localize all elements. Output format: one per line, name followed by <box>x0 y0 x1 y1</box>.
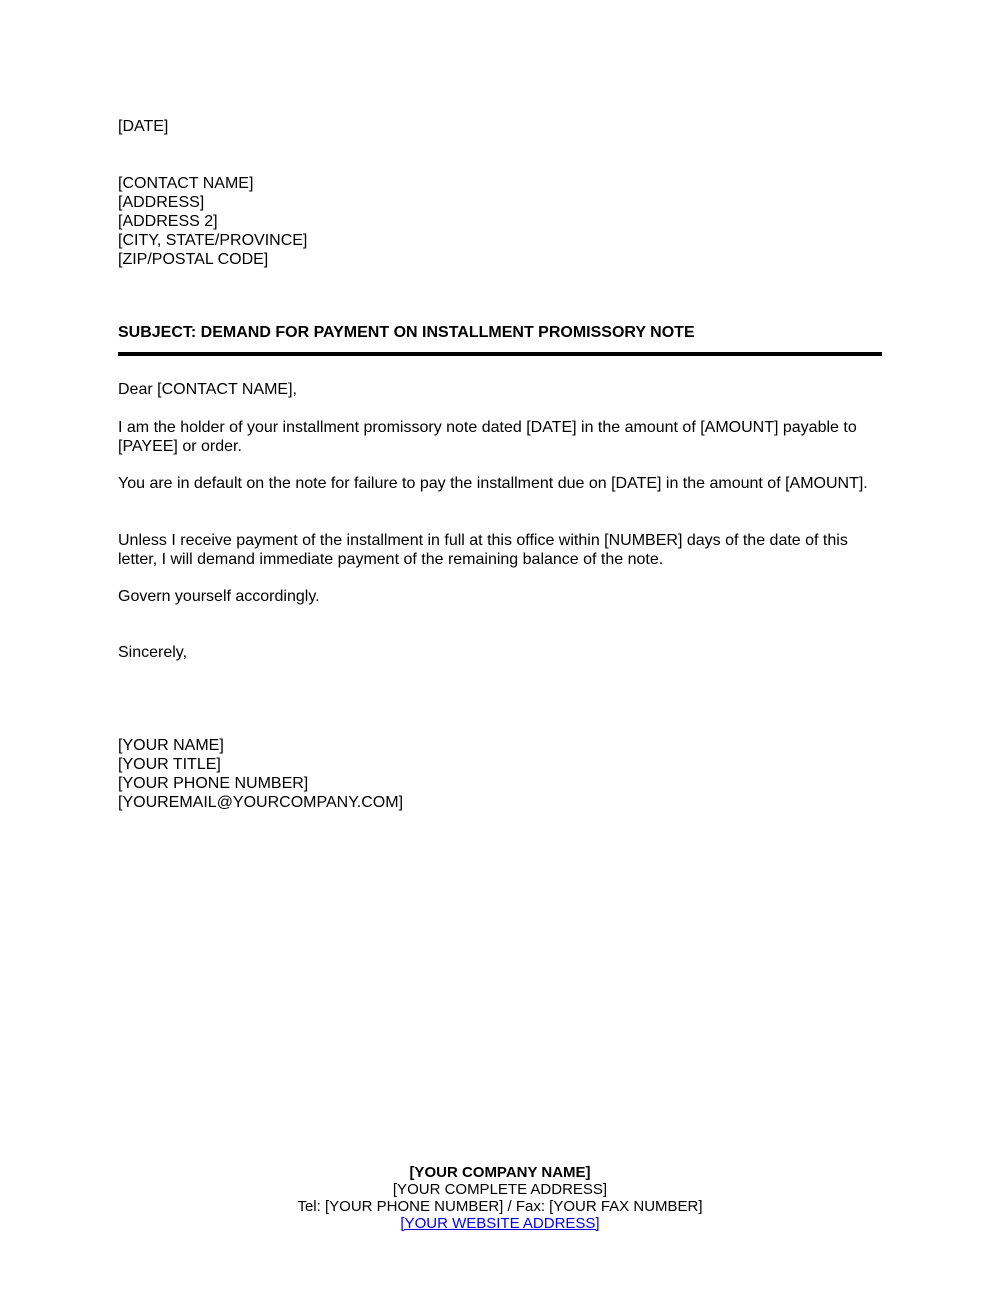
recipient-address-2: [ADDRESS 2] <box>118 213 218 230</box>
recipient-address: [ADDRESS] <box>118 194 205 211</box>
signature-block <box>118 736 882 812</box>
body-paragraph <box>118 587 882 606</box>
paragraph-text: Govern yourself accordingly. <box>118 588 320 605</box>
body-paragraph <box>118 531 882 569</box>
subject-line: SUBJECT: DEMAND FOR PAYMENT ON INSTALLMENT PROMISSORY NOTE <box>118 323 882 356</box>
paragraph-text: I am the holder of your installment promissory note dated [DATE] in the amount of [AMOUNT] payable to [PAYEE] or order. <box>118 419 857 455</box>
signer-email: [YOUREMAIL@YOURCOMPANY.COM] <box>118 794 404 811</box>
closing: Sincerely, <box>118 644 188 661</box>
paragraph-text: Unless I receive payment of the installment in full at this office within [NUMBER] days of the date of this letter, I will demand immediate payment of the remaining balance of the note. <box>118 532 848 568</box>
footer-website-link[interactable]: [YOUR WEBSITE ADDRESS] <box>400 1215 600 1232</box>
footer-company-name: [YOUR COMPANY NAME] <box>409 1164 591 1181</box>
signer-name: [YOUR NAME] <box>118 737 224 754</box>
salutation: Dear [CONTACT NAME], <box>118 381 297 398</box>
letter-date <box>118 117 882 136</box>
letterhead-footer <box>0 1164 1000 1232</box>
footer-contact-line: Tel: [YOUR PHONE NUMBER] / Fax: [YOUR FAX NUMBER] <box>297 1198 703 1215</box>
date-text: [DATE] <box>118 118 169 135</box>
body-paragraph <box>118 474 882 493</box>
footer-address: [YOUR COMPLETE ADDRESS] <box>392 1181 608 1198</box>
signer-phone: [YOUR PHONE NUMBER] <box>118 775 309 792</box>
body-paragraph <box>118 418 882 456</box>
recipient-contact-name: [CONTACT NAME] <box>118 175 254 192</box>
paragraph-text: You are in default on the note for failure to pay the installment due on [DATE] in the amount of [AMOUNT]. <box>118 475 868 492</box>
recipient-city-state: [CITY, STATE/PROVINCE] <box>118 232 308 249</box>
recipient-address-block <box>118 174 882 269</box>
recipient-zip: [ZIP/POSTAL CODE] <box>118 251 269 268</box>
signer-title: [YOUR TITLE] <box>118 756 221 773</box>
